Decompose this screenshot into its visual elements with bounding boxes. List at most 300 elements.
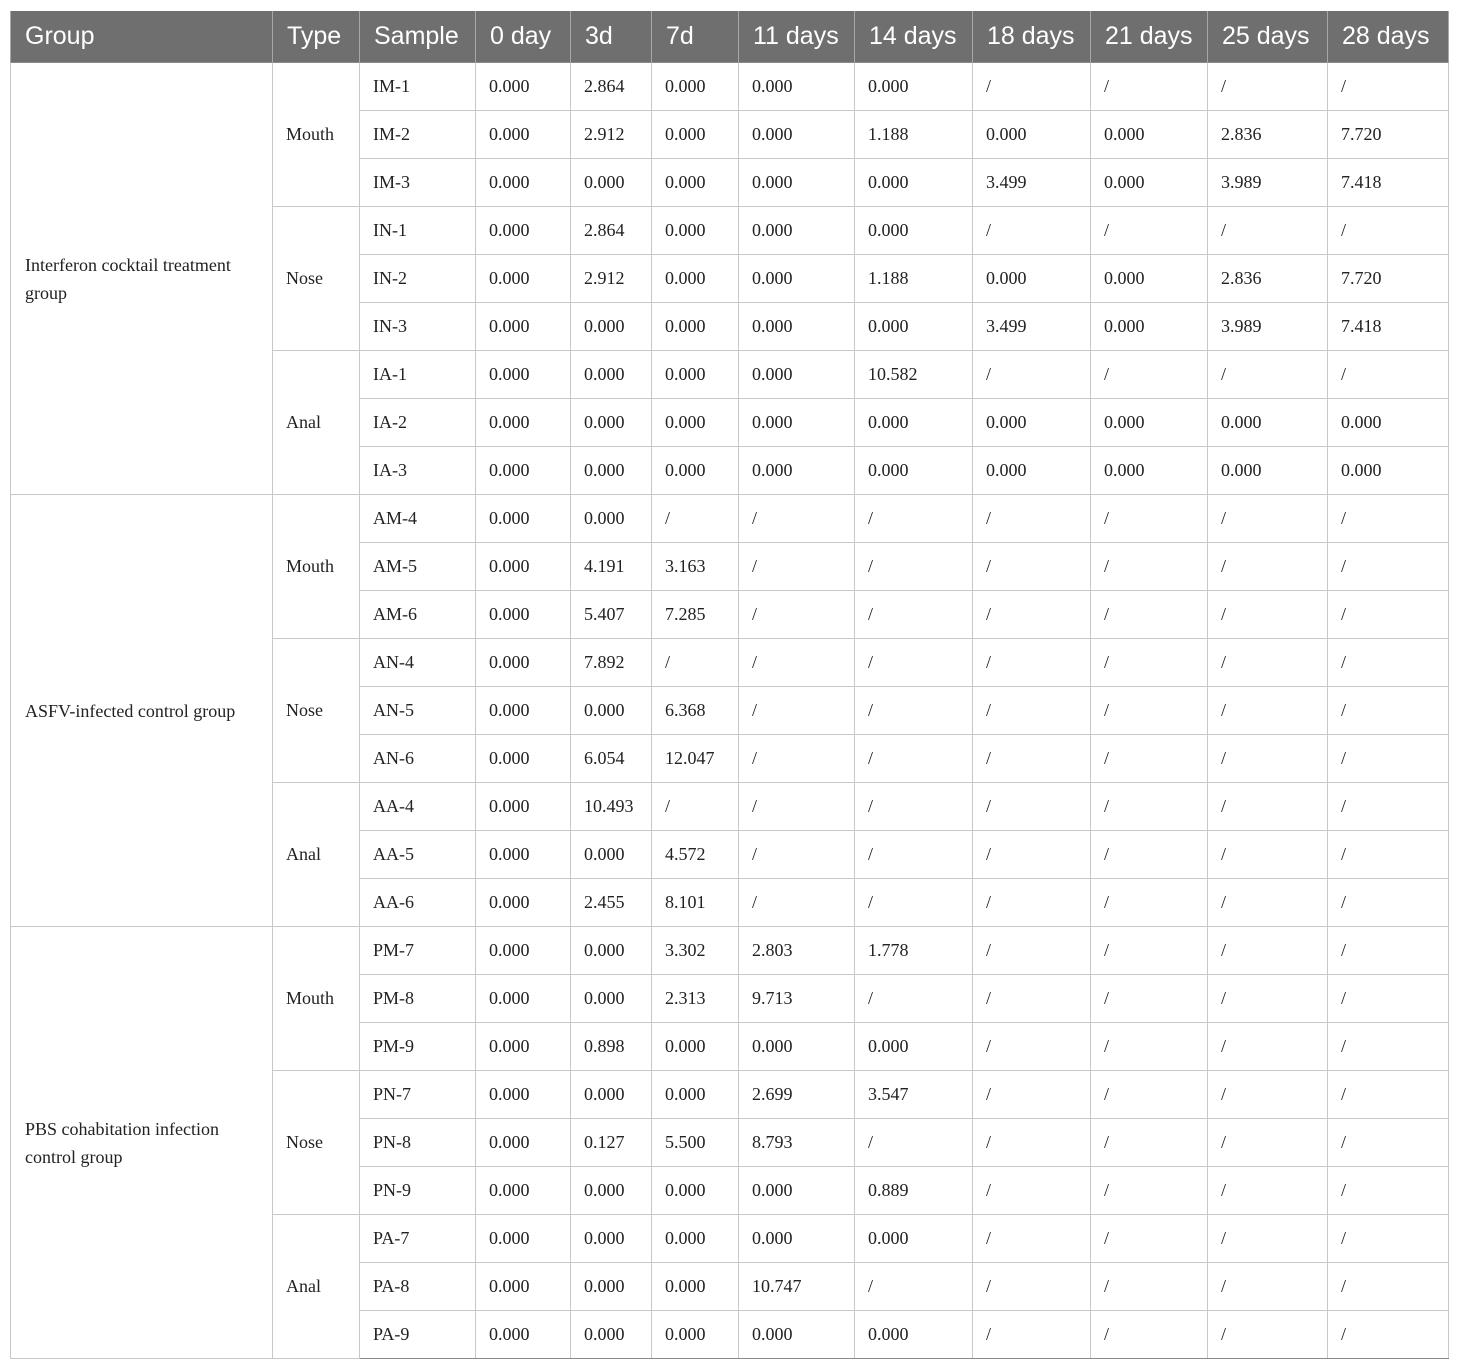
value-cell: / [1328,639,1449,687]
type-cell: Anal [273,783,360,927]
value-cell: 0.000 [739,447,855,495]
value-cell: 10.582 [855,351,973,399]
value-cell: / [973,639,1091,687]
sample-cell: AN-6 [360,735,476,783]
value-cell: / [739,831,855,879]
value-cell: 0.000 [652,1263,739,1311]
value-cell: 7.418 [1328,303,1449,351]
value-cell: / [1208,591,1328,639]
value-cell: 4.191 [571,543,652,591]
sample-cell: IA-2 [360,399,476,447]
value-cell: 0.000 [571,447,652,495]
value-cell: 0.000 [652,159,739,207]
value-cell: 2.836 [1208,255,1328,303]
value-cell: 0.000 [571,351,652,399]
value-cell: / [739,591,855,639]
value-cell: 3.163 [652,543,739,591]
value-cell: 0.000 [739,303,855,351]
value-cell: / [973,591,1091,639]
value-cell: 0.000 [1091,399,1208,447]
value-cell: / [1091,351,1208,399]
table-row [11,927,1449,975]
value-cell: 0.000 [652,255,739,303]
value-cell: 0.000 [739,159,855,207]
value-cell: / [1328,735,1449,783]
value-cell: / [973,735,1091,783]
value-cell: 7.285 [652,591,739,639]
value-cell: / [973,63,1091,111]
value-cell: 0.000 [571,1263,652,1311]
value-cell: / [1091,63,1208,111]
value-cell: 5.407 [571,591,652,639]
value-cell: / [1091,687,1208,735]
value-cell: / [855,783,973,831]
value-cell: / [1208,927,1328,975]
value-cell: / [1328,687,1449,735]
value-cell: / [1091,1215,1208,1263]
value-cell: / [739,687,855,735]
value-cell: 0.000 [476,687,571,735]
value-cell: / [739,495,855,543]
value-cell: / [1091,975,1208,1023]
value-cell: 1.778 [855,927,973,975]
value-cell: 0.000 [476,63,571,111]
value-cell: / [1328,591,1449,639]
value-cell: 0.000 [652,399,739,447]
value-cell: 2.912 [571,111,652,159]
value-cell: 4.572 [652,831,739,879]
header-type: Type [273,11,360,63]
value-cell: / [1208,639,1328,687]
value-cell: / [973,879,1091,927]
value-cell: 0.889 [855,1167,973,1215]
value-cell: / [1328,1023,1449,1071]
type-cell: Anal [273,1215,360,1359]
value-cell: 0.000 [476,351,571,399]
value-cell: 0.000 [571,1167,652,1215]
value-cell: 0.000 [476,1167,571,1215]
value-cell: / [1208,831,1328,879]
value-cell: / [652,495,739,543]
value-cell: 2.864 [571,63,652,111]
table-row [11,63,1449,111]
value-cell: / [1091,1119,1208,1167]
value-cell: / [973,207,1091,255]
value-cell: 8.101 [652,879,739,927]
value-cell: 0.000 [571,975,652,1023]
value-cell: 0.000 [476,495,571,543]
value-cell: 0.000 [476,207,571,255]
sample-cell: IN-3 [360,303,476,351]
sample-cell: AA-4 [360,783,476,831]
value-cell: / [1208,783,1328,831]
value-cell: 9.713 [739,975,855,1023]
value-cell: 0.000 [476,591,571,639]
value-cell: 0.000 [652,303,739,351]
header-day-11: 11 days [739,11,855,63]
value-cell: / [652,783,739,831]
value-cell: 2.455 [571,879,652,927]
sample-cell: IM-2 [360,111,476,159]
value-cell: / [1208,687,1328,735]
value-cell: 3.547 [855,1071,973,1119]
group-cell: ASFV-infected control group [11,495,273,927]
value-cell: / [1091,879,1208,927]
value-cell: 0.000 [476,303,571,351]
value-cell: 0.000 [476,783,571,831]
value-cell: 0.000 [476,975,571,1023]
value-cell: / [973,1023,1091,1071]
table-header [11,11,1449,63]
value-cell: / [1091,543,1208,591]
value-cell: 8.793 [739,1119,855,1167]
sample-cell: AA-6 [360,879,476,927]
sample-cell: AM-5 [360,543,476,591]
value-cell: / [1328,63,1449,111]
value-cell: / [973,687,1091,735]
value-cell: 0.000 [476,735,571,783]
value-cell: / [1091,1071,1208,1119]
value-cell: 0.000 [476,639,571,687]
value-cell: 0.000 [652,1023,739,1071]
value-cell: 0.000 [652,351,739,399]
value-cell: 0.000 [1091,111,1208,159]
value-cell: / [1208,1119,1328,1167]
value-cell: 0.000 [571,495,652,543]
value-cell: 0.000 [855,399,973,447]
value-cell: / [1208,735,1328,783]
value-cell: 2.699 [739,1071,855,1119]
value-cell: / [1091,927,1208,975]
value-cell: 0.000 [739,1215,855,1263]
value-cell: / [855,1263,973,1311]
value-cell: 0.000 [739,255,855,303]
value-cell: 12.047 [652,735,739,783]
value-cell: / [973,351,1091,399]
value-cell: 2.313 [652,975,739,1023]
value-cell: 0.000 [739,1023,855,1071]
value-cell: 3.499 [973,159,1091,207]
type-cell: Nose [273,639,360,783]
group-cell: PBS cohabitation infection control group [11,927,273,1359]
value-cell: / [1208,495,1328,543]
value-cell: / [1208,543,1328,591]
type-cell: Mouth [273,927,360,1071]
value-cell: 7.418 [1328,159,1449,207]
sample-cell: IM-3 [360,159,476,207]
value-cell: 0.000 [652,1215,739,1263]
value-cell: 0.000 [652,1311,739,1359]
value-cell: 1.188 [855,255,973,303]
value-cell: 7.892 [571,639,652,687]
value-cell: 0.000 [1091,255,1208,303]
value-cell: / [973,495,1091,543]
value-cell: / [1208,1311,1328,1359]
value-cell: / [973,1215,1091,1263]
sample-cell: PM-8 [360,975,476,1023]
type-cell: Anal [273,351,360,495]
value-cell: / [1328,1263,1449,1311]
value-cell: / [1328,1071,1449,1119]
value-cell: 0.000 [476,399,571,447]
value-cell: 0.000 [1208,399,1328,447]
header-sample: Sample [360,11,476,63]
value-cell: / [1208,1023,1328,1071]
value-cell: / [1208,351,1328,399]
value-cell: 2.803 [739,927,855,975]
value-cell: / [1091,1311,1208,1359]
value-cell: / [1091,591,1208,639]
value-cell: 0.000 [476,159,571,207]
value-cell: 0.000 [476,831,571,879]
sample-cell: PN-9 [360,1167,476,1215]
value-cell: / [1208,1167,1328,1215]
type-cell: Mouth [273,495,360,639]
value-cell: 0.000 [476,447,571,495]
value-cell: 10.747 [739,1263,855,1311]
value-cell: / [1328,351,1449,399]
value-cell: / [739,783,855,831]
value-cell: 3.302 [652,927,739,975]
value-cell: 0.000 [855,63,973,111]
header-day-18: 18 days [973,11,1091,63]
value-cell: / [855,687,973,735]
sample-cell: PN-8 [360,1119,476,1167]
sample-cell: AA-5 [360,831,476,879]
table-body [11,63,1449,1359]
value-cell: 0.000 [476,1023,571,1071]
type-cell: Nose [273,1071,360,1215]
value-cell: 0.000 [739,63,855,111]
value-cell: / [1328,831,1449,879]
value-cell: / [1091,1023,1208,1071]
value-cell: / [1208,975,1328,1023]
value-cell: / [973,1167,1091,1215]
value-cell: 0.000 [476,543,571,591]
group-cell: Interferon cocktail treatment group [11,63,273,495]
value-cell: / [1091,735,1208,783]
value-cell: 6.054 [571,735,652,783]
value-cell: / [739,879,855,927]
value-cell: 0.000 [476,927,571,975]
value-cell: 0.000 [1328,399,1449,447]
value-cell: 0.000 [571,303,652,351]
value-cell: / [855,735,973,783]
value-cell: 0.000 [652,63,739,111]
value-cell: 7.720 [1328,111,1449,159]
value-cell: / [973,1119,1091,1167]
value-cell: 2.864 [571,207,652,255]
value-cell: 0.000 [652,207,739,255]
value-cell: 2.912 [571,255,652,303]
value-cell: / [1328,495,1449,543]
value-cell: 0.000 [571,927,652,975]
value-cell: 0.000 [652,1167,739,1215]
value-cell: 7.720 [1328,255,1449,303]
header-day-14: 14 days [855,11,973,63]
value-cell: / [1328,1119,1449,1167]
value-cell: 0.000 [1091,159,1208,207]
value-cell: / [739,639,855,687]
value-cell: 0.000 [571,1311,652,1359]
value-cell: / [855,543,973,591]
value-cell: / [1328,1215,1449,1263]
value-cell: 0.000 [652,447,739,495]
value-cell: / [1091,1263,1208,1311]
value-cell: 0.000 [855,1311,973,1359]
value-cell: / [739,543,855,591]
value-cell: 0.000 [855,447,973,495]
header-row [11,11,1449,63]
value-cell: / [1091,495,1208,543]
sample-cell: PM-7 [360,927,476,975]
value-cell: / [973,543,1091,591]
value-cell: 0.127 [571,1119,652,1167]
data-table [10,11,1449,1359]
value-cell: 0.000 [973,255,1091,303]
sample-cell: IA-3 [360,447,476,495]
sample-cell: AN-4 [360,639,476,687]
value-cell: / [1208,1071,1328,1119]
value-cell: 0.000 [1091,303,1208,351]
value-cell: 0.000 [1208,447,1328,495]
value-cell: 0.000 [571,159,652,207]
value-cell: / [1091,783,1208,831]
value-cell: 0.000 [476,1263,571,1311]
value-cell: 0.000 [973,447,1091,495]
value-cell: 0.000 [571,1215,652,1263]
value-cell: / [855,591,973,639]
value-cell: 0.000 [476,111,571,159]
sample-cell: PA-8 [360,1263,476,1311]
value-cell: 0.000 [739,399,855,447]
value-cell: 0.000 [739,207,855,255]
value-cell: 0.000 [1328,447,1449,495]
value-cell: / [855,879,973,927]
type-cell: Nose [273,207,360,351]
header-day-3: 3d [571,11,652,63]
value-cell: / [855,639,973,687]
sample-cell: PN-7 [360,1071,476,1119]
value-cell: / [739,735,855,783]
value-cell: 0.000 [571,399,652,447]
value-cell: / [1328,207,1449,255]
value-cell: / [973,975,1091,1023]
value-cell: 0.000 [476,255,571,303]
value-cell: 2.836 [1208,111,1328,159]
value-cell: / [1328,1311,1449,1359]
value-cell: / [1328,927,1449,975]
value-cell: 0.000 [855,303,973,351]
value-cell: 3.499 [973,303,1091,351]
value-cell: 0.000 [855,1023,973,1071]
value-cell: / [973,1071,1091,1119]
sample-cell: IM-1 [360,63,476,111]
value-cell: 0.000 [1091,447,1208,495]
value-cell: 0.000 [739,1311,855,1359]
value-cell: 0.000 [571,687,652,735]
value-cell: / [1328,1167,1449,1215]
value-cell: / [1208,879,1328,927]
header-day-21: 21 days [1091,11,1208,63]
value-cell: / [652,639,739,687]
sample-cell: AM-6 [360,591,476,639]
header-day-25: 25 days [1208,11,1328,63]
header-day-28: 28 days [1328,11,1449,63]
header-day-0: 0 day [476,11,571,63]
value-cell: / [973,1263,1091,1311]
header-day-7: 7d [652,11,739,63]
value-cell: 0.000 [652,1071,739,1119]
sample-cell: PM-9 [360,1023,476,1071]
value-cell: 0.000 [855,207,973,255]
value-cell: / [1091,1167,1208,1215]
value-cell: 0.000 [476,1311,571,1359]
value-cell: 0.000 [652,111,739,159]
value-cell: / [1208,1215,1328,1263]
type-cell: Mouth [273,63,360,207]
value-cell: / [973,783,1091,831]
sample-cell: IN-1 [360,207,476,255]
sample-cell: AN-5 [360,687,476,735]
value-cell: / [973,1311,1091,1359]
value-cell: / [1091,639,1208,687]
value-cell: 3.989 [1208,303,1328,351]
value-cell: / [1208,1263,1328,1311]
value-cell: 1.188 [855,111,973,159]
value-cell: / [1328,879,1449,927]
value-cell: / [1328,543,1449,591]
value-cell: 0.000 [476,879,571,927]
table-row [11,495,1449,543]
value-cell: 0.000 [571,831,652,879]
value-cell: / [855,1119,973,1167]
value-cell: / [973,927,1091,975]
value-cell: 0.898 [571,1023,652,1071]
value-cell: 0.000 [476,1071,571,1119]
sample-cell: IN-2 [360,255,476,303]
value-cell: / [1208,207,1328,255]
value-cell: / [855,975,973,1023]
value-cell: 0.000 [973,111,1091,159]
value-cell: / [1091,207,1208,255]
value-cell: 0.000 [476,1215,571,1263]
value-cell: 6.368 [652,687,739,735]
value-cell: 0.000 [855,1215,973,1263]
value-cell: 10.493 [571,783,652,831]
value-cell: / [973,831,1091,879]
value-cell: / [1328,783,1449,831]
value-cell: 0.000 [739,351,855,399]
value-cell: 0.000 [739,1167,855,1215]
value-cell: 0.000 [571,1071,652,1119]
sample-cell: PA-7 [360,1215,476,1263]
value-cell: 0.000 [476,1119,571,1167]
value-cell: 5.500 [652,1119,739,1167]
sample-cell: IA-1 [360,351,476,399]
value-cell: / [1208,63,1328,111]
value-cell: / [855,831,973,879]
header-group: Group [11,11,273,63]
value-cell: 3.989 [1208,159,1328,207]
sample-cell: PA-9 [360,1311,476,1359]
value-cell: / [1091,831,1208,879]
value-cell: 0.000 [855,159,973,207]
value-cell: / [855,495,973,543]
value-cell: 0.000 [973,399,1091,447]
value-cell: / [1328,975,1449,1023]
value-cell: 0.000 [739,111,855,159]
